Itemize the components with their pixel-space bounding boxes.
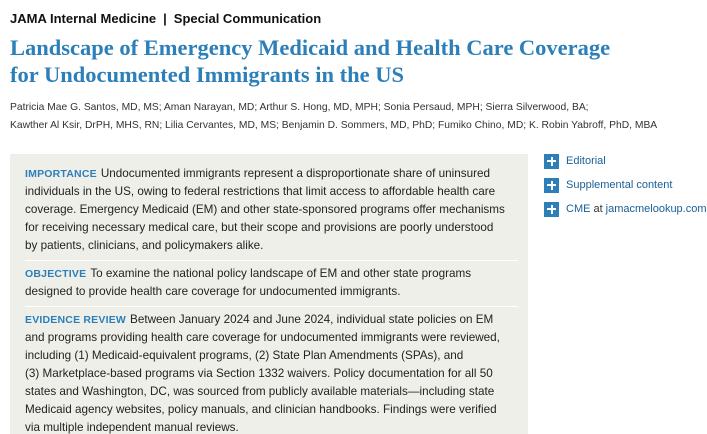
abstract-evidence-review (25, 306, 518, 434)
plus-icon[interactable] (544, 202, 559, 217)
plus-icon[interactable] (544, 154, 559, 169)
title-line: Landscape of Emergency Medicaid and Health Care Coverage (10, 35, 611, 60)
editorial-label[interactable]: Editorial (566, 155, 606, 167)
objective-text: To examine the national policy landscape of EM and other state programs (90, 267, 472, 280)
journal-header (10, 11, 321, 26)
evidence-review-text: via multiple independent manual reviews. (25, 421, 239, 434)
evidence-review-text: (3) Marketplace-based programs via Section 1332 waivers. Policy documentation for all 50 (25, 367, 493, 380)
importance-text: Undocumented immigrants represent a disproportionate share of uninsured (100, 167, 490, 180)
objective-text: designed to provide health care coverage for undocumented immigrants. (25, 285, 401, 298)
article-title (10, 34, 650, 88)
cme-link[interactable] (544, 201, 707, 217)
abstract-line (25, 311, 518, 329)
evidence-review-text: including (1) Medicaid-equivalent programs, (2) State Plan Amendments (SPAs), and (25, 349, 464, 362)
abstract-line (25, 265, 518, 283)
supplemental-content-link[interactable] (544, 177, 704, 193)
author-list (10, 99, 700, 135)
abstract-line (25, 165, 518, 183)
evidence-review-label: EVIDENCE REVIEW (25, 314, 127, 326)
author-line[interactable]: Patricia Mae G. Santos, MD, MS; Aman Narayan, MD; Arthur S. Hong, MD, MPH; Sonia Persaud, MPH; Sierra Silverwood, BA; (10, 102, 589, 113)
cme-label[interactable]: CME (566, 203, 591, 215)
cme-at-text: at (593, 203, 603, 215)
header-separator: | (163, 11, 167, 26)
evidence-review-text: Medicaid agency websites, policy manuals, and clinician handbooks. Findings were verified (25, 403, 497, 416)
editorial-link[interactable] (544, 153, 704, 169)
importance-text: for receiving necessary medical care, but their scope and provisions are poorly understood (25, 221, 494, 234)
evidence-review-text: states and Washington, DC, was sourced from publicly available materials—including state (25, 385, 495, 398)
abstract-box (10, 154, 528, 434)
related-links (544, 153, 707, 225)
importance-text: coverage. Emergency Medicaid (EM) and other state-sponsored programs offer mechanisms (25, 203, 505, 216)
journal-name[interactable]: JAMA Internal Medicine (10, 11, 157, 26)
supplemental-label[interactable]: Supplemental content (566, 179, 673, 191)
objective-label: OBJECTIVE (25, 268, 87, 280)
abstract-objective (25, 260, 518, 306)
article-type: Special Communication (173, 11, 322, 26)
title-line: for Undocumented Immigrants in the US (10, 62, 404, 87)
evidence-review-text: and programs providing health care coverage for undocumented immigrants were reviewed, (25, 331, 500, 344)
importance-text: by patients, clinicians, and policymakers alike. (25, 239, 264, 252)
importance-label: IMPORTANCE (25, 168, 97, 180)
author-line[interactable]: Kawther Al Ksir, DrPH, MHS, RN; Lilia Cervantes, MD, MS; Benjamin D. Sommers, MD, PhD; Fumiko Chino, MD; K. Robin Yabroff, PhD, MBA (10, 120, 658, 131)
abstract-importance (25, 161, 518, 260)
importance-text: individuals in the US, owing to federal restrictions that limit access to affordable health care (25, 185, 496, 198)
cme-site-link[interactable]: jamacmelookup.com (605, 203, 707, 215)
plus-icon[interactable] (544, 178, 559, 193)
evidence-review-text: Between January 2024 and June 2024, individual state policies on EM (130, 313, 494, 326)
